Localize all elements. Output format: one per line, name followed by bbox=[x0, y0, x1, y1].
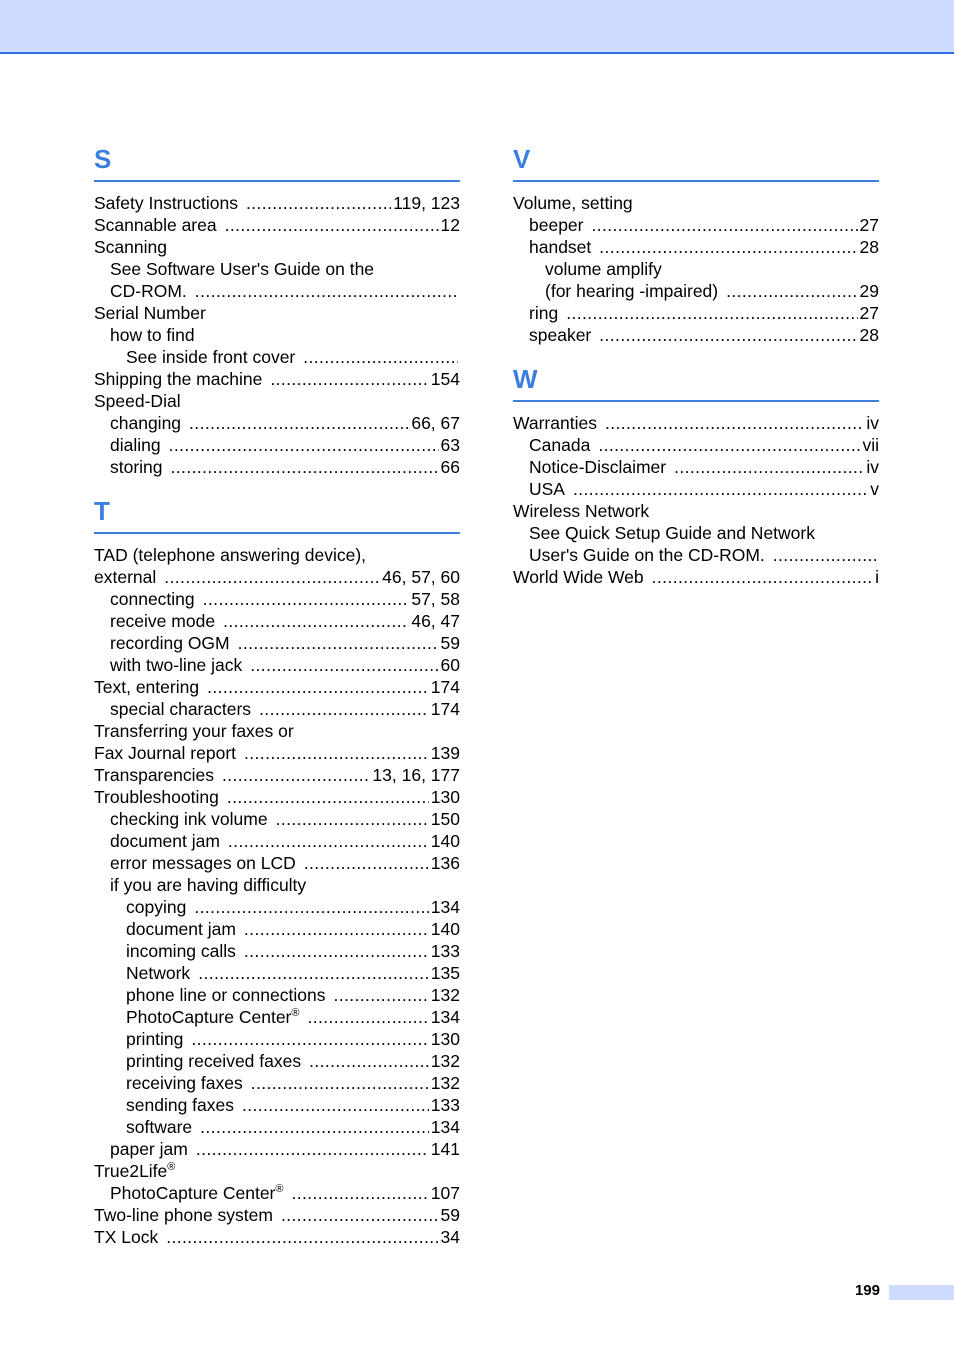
index-entry bbox=[513, 236, 879, 258]
entry-pages: 63 bbox=[440, 435, 460, 455]
entry-list bbox=[94, 544, 460, 1248]
entry-label bbox=[126, 1116, 192, 1138]
index-column-left bbox=[94, 140, 460, 1262]
entry-label bbox=[545, 258, 662, 280]
index-entry bbox=[94, 236, 460, 258]
entry-label bbox=[513, 500, 649, 522]
entry-text: ring bbox=[529, 303, 559, 323]
dot-leader bbox=[244, 742, 429, 764]
entry-label bbox=[513, 192, 633, 214]
entry-label bbox=[126, 1094, 234, 1116]
entry-pages: 140 bbox=[430, 831, 460, 851]
entry-label bbox=[529, 236, 591, 258]
index-entry bbox=[94, 302, 460, 324]
entry-text: with two-line jack bbox=[110, 655, 243, 675]
index-entry bbox=[94, 214, 460, 236]
dot-leader bbox=[207, 676, 429, 698]
registered-mark: ® bbox=[275, 1183, 284, 1195]
section-letter: V bbox=[513, 140, 879, 182]
entry-text: if you are having difficulty bbox=[110, 875, 307, 895]
index-column-right bbox=[513, 140, 879, 602]
entry-pages: 59 bbox=[440, 633, 460, 653]
entry-label bbox=[529, 522, 815, 544]
entry-pages: 133 bbox=[430, 1095, 460, 1115]
entry-label bbox=[94, 764, 214, 786]
entry-label bbox=[94, 742, 236, 764]
entry-label bbox=[94, 566, 156, 588]
entry-label bbox=[126, 346, 295, 368]
entry-pages: v bbox=[870, 479, 879, 499]
dot-leader bbox=[242, 1094, 429, 1116]
entry-label bbox=[94, 786, 219, 808]
entry-pages: 107 bbox=[430, 1183, 460, 1203]
entry-label bbox=[94, 302, 206, 324]
index-section-s bbox=[94, 140, 460, 478]
entry-pages: 141 bbox=[430, 1139, 460, 1159]
dot-leader bbox=[166, 1226, 438, 1248]
entry-pages: 139 bbox=[430, 743, 460, 763]
entry-label bbox=[110, 280, 187, 302]
entry-text: special characters bbox=[110, 699, 252, 719]
dot-leader bbox=[171, 456, 439, 478]
dot-leader bbox=[674, 456, 864, 478]
entry-label bbox=[94, 214, 217, 236]
entry-text: beeper bbox=[529, 215, 584, 235]
index-entry bbox=[94, 1006, 460, 1028]
entry-pages: 132 bbox=[430, 1051, 460, 1071]
entry-text: handset bbox=[529, 237, 592, 257]
entry-label bbox=[529, 478, 565, 500]
index-entry bbox=[94, 192, 460, 214]
entry-text: Network bbox=[126, 963, 191, 983]
dot-leader bbox=[270, 368, 428, 390]
entry-text: printing received faxes bbox=[126, 1051, 302, 1071]
dot-leader bbox=[196, 1138, 429, 1160]
entry-label bbox=[110, 324, 195, 346]
entry-label bbox=[94, 192, 238, 214]
entry-label bbox=[110, 830, 220, 852]
entry-text: paper jam bbox=[110, 1139, 188, 1159]
index-entry bbox=[94, 984, 460, 1006]
index-entry bbox=[94, 1072, 460, 1094]
entry-pages: 57, 58 bbox=[411, 589, 460, 609]
entry-text: Wireless Network bbox=[513, 501, 650, 521]
entry-list bbox=[513, 192, 879, 346]
entry-text: Canada bbox=[529, 435, 591, 455]
index-entry bbox=[513, 280, 879, 302]
entry-pages: 134 bbox=[430, 897, 460, 917]
entry-text: Speed-Dial bbox=[94, 391, 181, 411]
dot-leader bbox=[191, 1028, 428, 1050]
index-entry bbox=[94, 1138, 460, 1160]
dot-leader bbox=[276, 808, 429, 830]
entry-text: printing bbox=[126, 1029, 184, 1049]
index-entry bbox=[513, 456, 879, 478]
index-section-w bbox=[513, 360, 879, 588]
dot-leader bbox=[726, 280, 857, 302]
entry-text: Fax Journal report bbox=[94, 743, 237, 763]
index-entry bbox=[513, 500, 879, 522]
index-entry bbox=[94, 280, 460, 302]
entry-pages: i bbox=[875, 567, 879, 587]
entry-text: Safety Instructions bbox=[94, 193, 238, 213]
entry-text: software bbox=[126, 1117, 193, 1137]
entry-pages: 132 bbox=[430, 1073, 460, 1093]
entry-text: Shipping the machine bbox=[94, 369, 263, 389]
registered-mark: ® bbox=[167, 1161, 176, 1173]
entry-pages: 130 bbox=[430, 1029, 460, 1049]
dot-leader bbox=[200, 1116, 429, 1138]
dot-leader bbox=[195, 280, 458, 302]
entry-label bbox=[94, 1226, 158, 1248]
dot-leader bbox=[773, 544, 877, 566]
dot-leader bbox=[652, 566, 873, 588]
entry-text: receiving faxes bbox=[126, 1073, 243, 1093]
entry-text: receive mode bbox=[110, 611, 216, 631]
header-band bbox=[0, 0, 954, 54]
dot-leader bbox=[573, 478, 868, 500]
entry-label bbox=[529, 302, 558, 324]
entry-pages: 119, 123 bbox=[393, 193, 460, 213]
dot-leader bbox=[189, 412, 409, 434]
index-entry bbox=[94, 1028, 460, 1050]
index-entry bbox=[94, 676, 460, 698]
entry-list bbox=[94, 192, 460, 478]
entry-label bbox=[529, 544, 765, 566]
entry-label bbox=[94, 236, 167, 258]
entry-text: PhotoCapture Center bbox=[126, 1007, 292, 1027]
entry-text: storing bbox=[110, 457, 163, 477]
entry-text: Volume, setting bbox=[513, 193, 633, 213]
entry-text: phone line or connections bbox=[126, 985, 326, 1005]
index-entry bbox=[94, 1160, 460, 1182]
entry-label bbox=[110, 698, 251, 720]
entry-label bbox=[94, 390, 181, 412]
index-entry bbox=[94, 808, 460, 830]
entry-text: Troubleshooting bbox=[94, 787, 219, 807]
entry-label bbox=[529, 324, 591, 346]
entry-label bbox=[94, 1160, 175, 1182]
dot-leader bbox=[592, 214, 858, 236]
index-entry bbox=[94, 1204, 460, 1226]
dot-leader bbox=[303, 346, 458, 368]
dot-leader bbox=[598, 434, 860, 456]
page-number: 199 bbox=[854, 1282, 880, 1299]
index-entry bbox=[94, 324, 460, 346]
index-entry bbox=[94, 368, 460, 390]
index-entry bbox=[94, 588, 460, 610]
index-entry bbox=[513, 302, 879, 324]
index-entry bbox=[94, 852, 460, 874]
index-entry bbox=[94, 1182, 460, 1204]
entry-label bbox=[545, 280, 718, 302]
entry-label bbox=[94, 676, 199, 698]
dot-leader bbox=[333, 984, 428, 1006]
dot-leader bbox=[164, 566, 380, 588]
index-entry bbox=[94, 1116, 460, 1138]
entry-text: Two-line phone system bbox=[94, 1205, 273, 1225]
index-entry bbox=[94, 698, 460, 720]
index-entry bbox=[94, 412, 460, 434]
entry-label bbox=[513, 566, 644, 588]
entry-label bbox=[94, 720, 294, 742]
entry-text: external bbox=[94, 567, 157, 587]
index-entry bbox=[513, 324, 879, 346]
registered-mark: ® bbox=[291, 1007, 300, 1019]
entry-text: volume amplify bbox=[545, 259, 662, 279]
entry-text: User's Guide on the CD-ROM. bbox=[529, 545, 765, 565]
dot-leader bbox=[246, 192, 391, 214]
index-entry bbox=[513, 478, 879, 500]
section-letter: W bbox=[513, 360, 879, 402]
entry-pages: 130 bbox=[430, 787, 460, 807]
entry-text: document jam bbox=[126, 919, 236, 939]
dot-leader bbox=[599, 236, 857, 258]
entry-label bbox=[110, 588, 195, 610]
dot-leader bbox=[223, 610, 409, 632]
dot-leader bbox=[222, 764, 370, 786]
entry-label bbox=[110, 456, 163, 478]
dot-leader bbox=[309, 1050, 429, 1072]
entry-pages: 135 bbox=[430, 963, 460, 983]
index-entry bbox=[94, 940, 460, 962]
index-entry bbox=[513, 566, 879, 588]
dot-leader bbox=[244, 940, 429, 962]
index-entry bbox=[94, 786, 460, 808]
entry-text: changing bbox=[110, 413, 182, 433]
entry-text: speaker bbox=[529, 325, 592, 345]
entry-text: Scannable area bbox=[94, 215, 217, 235]
index-entry bbox=[513, 214, 879, 236]
entry-label bbox=[126, 1028, 183, 1050]
entry-text: TAD (telephone answering device), bbox=[94, 545, 367, 565]
entry-label bbox=[110, 808, 268, 830]
entry-pages: iv bbox=[866, 457, 879, 477]
entry-text: connecting bbox=[110, 589, 195, 609]
dot-leader bbox=[605, 412, 864, 434]
index-entry bbox=[94, 742, 460, 764]
entry-text: dialing bbox=[110, 435, 161, 455]
index-entry bbox=[94, 764, 460, 786]
index-entry bbox=[94, 610, 460, 632]
entry-pages: 27 bbox=[859, 215, 879, 235]
dot-leader bbox=[566, 302, 857, 324]
dot-leader bbox=[225, 214, 439, 236]
entry-label bbox=[110, 434, 161, 456]
entry-text: True2Life bbox=[94, 1161, 168, 1181]
index-entry bbox=[94, 566, 460, 588]
entry-text: Serial Number bbox=[94, 303, 206, 323]
dot-leader bbox=[194, 896, 428, 918]
entry-text: error messages on LCD bbox=[110, 853, 296, 873]
index-entry bbox=[513, 192, 879, 214]
footer-tab bbox=[889, 1285, 954, 1300]
index-entry bbox=[94, 874, 460, 896]
entry-pages: 134 bbox=[430, 1117, 460, 1137]
index-entry bbox=[94, 896, 460, 918]
entry-label bbox=[126, 1006, 300, 1028]
index-entry bbox=[94, 654, 460, 676]
entry-pages: 46, 47 bbox=[411, 611, 460, 631]
entry-text: TX Lock bbox=[94, 1227, 159, 1247]
dot-leader bbox=[599, 324, 857, 346]
entry-pages: 140 bbox=[430, 919, 460, 939]
index-entry bbox=[513, 434, 879, 456]
dot-leader bbox=[292, 1182, 429, 1204]
entry-pages: 46, 57, 60 bbox=[382, 567, 460, 587]
dot-leader bbox=[227, 786, 429, 808]
entry-label bbox=[126, 896, 186, 918]
dot-leader bbox=[244, 918, 429, 940]
entry-pages: 174 bbox=[430, 699, 460, 719]
entry-text: recording OGM bbox=[110, 633, 230, 653]
entry-label bbox=[110, 610, 215, 632]
entry-text: Notice-Disclaimer bbox=[529, 457, 667, 477]
entry-pages: 28 bbox=[859, 325, 879, 345]
entry-pages: 132 bbox=[430, 985, 460, 1005]
entry-text: PhotoCapture Center bbox=[110, 1183, 276, 1203]
dot-leader bbox=[169, 434, 439, 456]
entry-label bbox=[110, 1138, 188, 1160]
entry-pages: 66 bbox=[440, 457, 460, 477]
entry-text: Text, entering bbox=[94, 677, 200, 697]
dot-leader bbox=[281, 1204, 439, 1226]
index-entry bbox=[94, 720, 460, 742]
entry-pages: 29 bbox=[859, 281, 879, 301]
entry-pages: 134 bbox=[430, 1007, 460, 1027]
entry-text: incoming calls bbox=[126, 941, 236, 961]
index-entry bbox=[513, 544, 879, 566]
dot-leader bbox=[259, 698, 429, 720]
entry-text: World Wide Web bbox=[513, 567, 644, 587]
entry-label bbox=[110, 1182, 284, 1204]
entry-pages: vii bbox=[862, 435, 879, 455]
index-entry bbox=[94, 390, 460, 412]
index-entry bbox=[94, 346, 460, 368]
entry-pages: 34 bbox=[440, 1227, 460, 1247]
index-entry bbox=[94, 258, 460, 280]
entry-label bbox=[126, 940, 236, 962]
entry-text: See Quick Setup Guide and Network bbox=[529, 523, 815, 543]
entry-text: See inside front cover bbox=[126, 347, 296, 367]
entry-label bbox=[529, 214, 584, 236]
entry-label bbox=[94, 368, 262, 390]
dot-leader bbox=[304, 852, 429, 874]
entry-label bbox=[94, 1204, 273, 1226]
index-section-v bbox=[513, 140, 879, 346]
entry-pages: 174 bbox=[430, 677, 460, 697]
entry-pages: 28 bbox=[859, 237, 879, 257]
section-letter: T bbox=[94, 492, 460, 534]
entry-text: CD-ROM. bbox=[110, 281, 187, 301]
entry-label bbox=[110, 632, 230, 654]
dot-leader bbox=[250, 654, 438, 676]
entry-label bbox=[126, 1050, 301, 1072]
index-entry bbox=[94, 830, 460, 852]
entry-label bbox=[94, 544, 366, 566]
entry-text: sending faxes bbox=[126, 1095, 234, 1115]
entry-pages: 154 bbox=[430, 369, 460, 389]
entry-text: (for hearing -impaired) bbox=[545, 281, 719, 301]
entry-list bbox=[513, 412, 879, 588]
index-entry bbox=[513, 522, 879, 544]
entry-label bbox=[126, 962, 190, 984]
index-entry bbox=[94, 632, 460, 654]
entry-text: Scanning bbox=[94, 237, 167, 257]
dot-leader bbox=[203, 588, 410, 610]
entry-pages: 27 bbox=[859, 303, 879, 323]
index-entry bbox=[94, 918, 460, 940]
entry-label bbox=[126, 918, 236, 940]
entry-pages: 12 bbox=[440, 215, 460, 235]
index-entry bbox=[94, 456, 460, 478]
entry-pages: 66, 67 bbox=[411, 413, 460, 433]
section-letter: S bbox=[94, 140, 460, 182]
entry-pages: 13, 16, 177 bbox=[372, 765, 460, 785]
entry-label bbox=[529, 434, 590, 456]
entry-label bbox=[110, 258, 374, 280]
index-entry bbox=[94, 1226, 460, 1248]
entry-pages: 133 bbox=[430, 941, 460, 961]
entry-label bbox=[126, 1072, 243, 1094]
entry-pages: iv bbox=[866, 413, 879, 433]
entry-label bbox=[110, 412, 181, 434]
entry-text: copying bbox=[126, 897, 187, 917]
entry-text: Transparencies bbox=[94, 765, 214, 785]
entry-text: document jam bbox=[110, 831, 220, 851]
dot-leader bbox=[308, 1006, 429, 1028]
entry-pages: 150 bbox=[430, 809, 460, 829]
entry-label bbox=[529, 456, 666, 478]
entry-text: checking ink volume bbox=[110, 809, 268, 829]
dot-leader bbox=[198, 962, 429, 984]
entry-pages: 59 bbox=[440, 1205, 460, 1225]
entry-text: how to find bbox=[110, 325, 195, 345]
index-entry bbox=[513, 412, 879, 434]
index-entry bbox=[94, 962, 460, 984]
entry-text: USA bbox=[529, 479, 565, 499]
entry-text: See Software User's Guide on the bbox=[110, 259, 375, 279]
index-entry bbox=[513, 258, 879, 280]
dot-leader bbox=[228, 830, 429, 852]
index-entry bbox=[94, 1094, 460, 1116]
dot-leader bbox=[251, 1072, 429, 1094]
entry-label bbox=[110, 852, 296, 874]
entry-text: Transferring your faxes or bbox=[94, 721, 294, 741]
dot-leader bbox=[238, 632, 439, 654]
entry-text: Warranties bbox=[513, 413, 597, 433]
index-section-t bbox=[94, 492, 460, 1248]
entry-label bbox=[513, 412, 597, 434]
entry-label bbox=[110, 654, 242, 676]
index-entry bbox=[94, 544, 460, 566]
entry-label bbox=[126, 984, 325, 1006]
index-entry bbox=[94, 1050, 460, 1072]
entry-label bbox=[110, 874, 306, 896]
index-entry bbox=[94, 434, 460, 456]
entry-pages: 136 bbox=[430, 853, 460, 873]
entry-pages: 60 bbox=[440, 655, 460, 675]
